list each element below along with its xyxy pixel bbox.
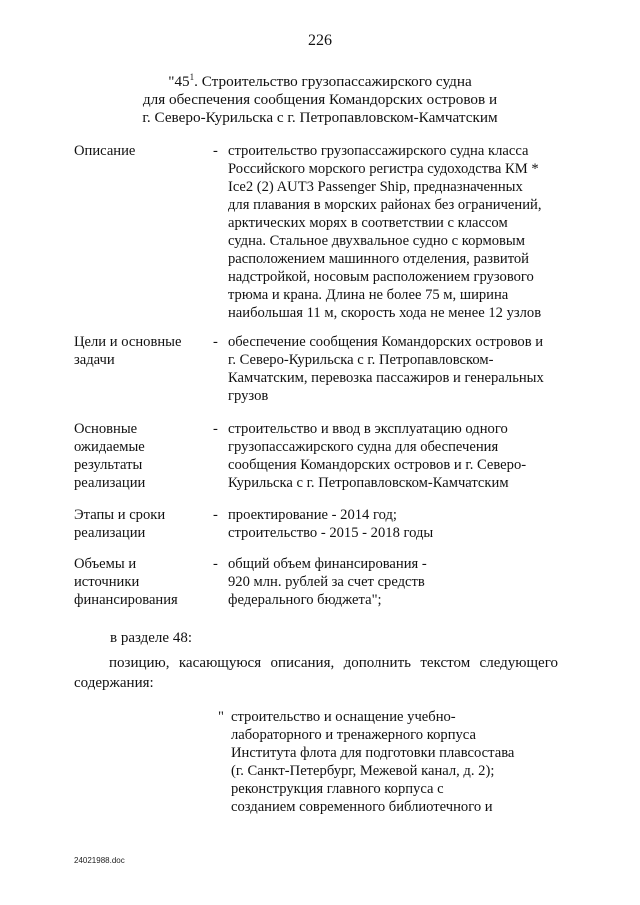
text-line: для плавания в морских районах без ограничений, [228,197,542,213]
row-text [228,506,556,542]
section-body [74,653,558,693]
quote-line: (г. Санкт-Петербург, Межевой канал, д. 2); [231,763,495,779]
row-label [74,506,199,542]
text-line: судна. Стальное двухвальное судно с кормовым [228,233,525,249]
label-line: Цели и основные [74,334,182,350]
text-line: грузопассажирского судна для обеспечения [228,439,499,455]
quote-mark: " [218,709,224,725]
footer-filename: 24021988.doc [74,856,125,865]
title-line-3: г. Северо-Курильска с г. Петропавловском-Камчатским [142,109,498,127]
row-dash: - [213,421,218,437]
title-line-1-rest: . Строительство грузопассажирского судна [194,73,472,90]
text-line: строительство и ввод в эксплуатацию одного [228,421,508,437]
label-line: Объемы и [74,556,137,572]
section-intro: в разделе 48: [110,630,192,646]
row-dash: - [213,143,218,159]
text-line: арктических морях в соответствии с классом [228,215,508,231]
text-line: общий объем финансирования - [228,556,427,572]
text-line: проектирование - 2014 год; [228,507,397,523]
row-label [74,555,199,609]
section-body-line-1: позицию, касающуюся описания, дополнить текстом следующего [109,655,558,671]
label-line: ожидаемые [74,439,145,455]
label-line: задачи [74,352,115,368]
label-line: Этапы и сроки [74,507,166,523]
quote-line: лабораторного и тренажерного корпуса [231,727,476,743]
row-label [74,333,199,369]
text-line: надстройкой, носовым расположением грузового [228,269,534,285]
title-line-1 [80,68,560,91]
text-line: расположением машинного отделения, развитой [228,251,529,267]
section-body-line-2: содержания: [74,675,154,691]
text-line: обеспечение сообщения Командорских островов и [228,334,544,350]
section-title [80,68,560,128]
label-line: реализации [74,525,146,541]
title-prefix: "45 [168,73,190,90]
title-superscript: 1 [189,72,195,82]
row-dash: - [213,556,218,572]
text-line: Российского морского регистра судоходства КМ * [228,161,539,177]
text-line: трюма и крана. Длина не более 75 м, ширина [228,287,509,303]
quote-line: Института флота для подготовки плавсостава [231,745,515,761]
text-line: Камчатским, перевозка пассажиров и генеральных [228,370,544,386]
quote-line: созданием современного библиотечного и [231,799,493,815]
text-line: наибольшая 11 м, скорость хода не менее 12 узлов [228,305,542,321]
row-text [228,142,556,322]
row-label [74,420,199,492]
quote-line: реконструкция главного корпуса с [231,781,444,797]
label-line: Описание [74,143,136,159]
row-label [74,142,199,160]
text-line: 920 млн. рублей за счет средств [228,574,425,590]
label-line: Основные [74,421,138,437]
text-line: строительство грузопассажирского судна класса [228,143,529,159]
text-line: федерального бюджета"; [228,592,382,608]
quote-text [231,708,514,816]
text-line: Курильска с г. Петропавловском-Камчатским [228,475,509,491]
text-line: грузов [228,388,269,404]
label-line: реализации [74,475,146,491]
row-dash: - [213,334,218,350]
text-line: сообщения Командорских островов и г. Северо- [228,457,527,473]
row-text [228,333,556,405]
title-line-2: для обеспечения сообщения Командорских островов и [142,91,498,109]
text-line: г. Северо-Курильска с г. Петропавловском- [228,352,494,368]
label-line: источники [74,574,140,590]
row-text [228,555,556,609]
label-line: результаты [74,457,143,473]
page-number: 226 [308,32,332,49]
text-line: строительство - 2015 - 2018 годы [228,525,434,541]
row-text [228,420,556,492]
label-line: финансирования [74,592,178,608]
row-dash: - [213,507,218,523]
quote-line: строительство и оснащение учебно- [231,709,456,725]
text-line: Ice2 (2) AUT3 Passenger Ship, предназначенных [228,179,523,195]
